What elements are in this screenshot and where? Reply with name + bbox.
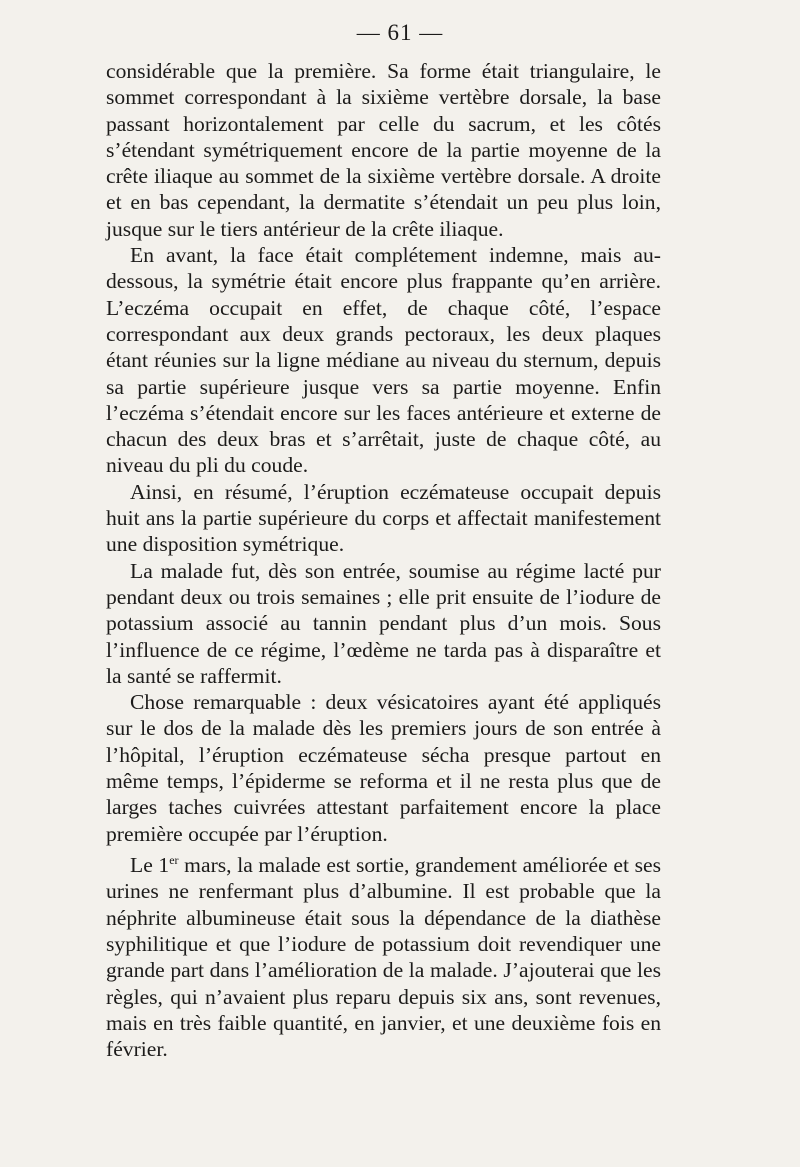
paragraph-2: En avant, la face était complétement indemne, mais au-dessous, la symétrie était encore plus frappante qu’en arrière. L’eczéma occupait en effet, de chaque côté, l’espace correspondant aux deux grands pectoraux, les deux plaques étant réunies sur la ligne médiane au niveau du sternum, depuis sa partie supérieure jusque vers sa partie moyenne. Enfin l’eczéma s’étendait encore sur les faces antérieure et externe de chacun des deux bras et s’arrêtait, juste de chaque côté, au niveau du pli du coude. bbox=[106, 243, 661, 478]
body-text bbox=[106, 58, 661, 1062]
paragraph-3: Ainsi, en résumé, l’éruption eczémateuse occupait depuis huit ans la partie supérieure du corps et affectait manifestement une disposition symétrique. bbox=[106, 479, 661, 557]
paragraph-1: considérable que la première. Sa forme était triangulaire, le sommet correspondant à la sixième vertèbre dorsale, la base passant horizontalement par celle du sacrum, et les côtés s’étendant symétriquement encore de la partie moyenne de la crête iliaque au sommet de la sixième vertèbre dorsale. A droite et en bas cependant, la dermatite s’étendait un peu plus loin, jusque sur le tiers antérieur de la crête iliaque. bbox=[106, 59, 661, 241]
paragraph-4: La malade fut, dès son entrée, soumise au régime lacté pur pendant deux ou trois semaines ; elle prit ensuite de l’iodure de potassium associé au tannin pendant plus d’un mois. Sous l’influence de ce régime, l’œdème ne tarda pas à disparaître et la santé se raffermit. bbox=[106, 558, 661, 688]
ordinal-superscript: er bbox=[169, 852, 179, 867]
paragraph-5: Chose remarquable : deux vésicatoires ayant été appliqués sur le dos de la malade dès les premiers jours de son entrée à l’hôpital, l’éruption eczémateuse sécha presque partout en même temps, l’épiderme se reforma et il ne resta plus que de larges taches cuivrées attestant parfaitement encore la place première occupée par l’éruption. bbox=[106, 690, 661, 846]
page-number: — 61 — bbox=[356, 20, 444, 45]
paragraph-6: Le 1er mars, la malade est sortie, grandement améliorée et ses urines ne renfermant plus d’albumine. Il est probable que la néphrite albumineuse était sous la dépendance de la diathèse syphilitique et que l’iodure de potassium doit revendiquer une grande part dans l’amélioration de la malade. J’ajouterai que les règles, qui n’avaient plus reparu depuis six ans, sont revenues, mais en très faible quantité, en janvier, et une deuxième fois en février. bbox=[106, 852, 661, 1062]
